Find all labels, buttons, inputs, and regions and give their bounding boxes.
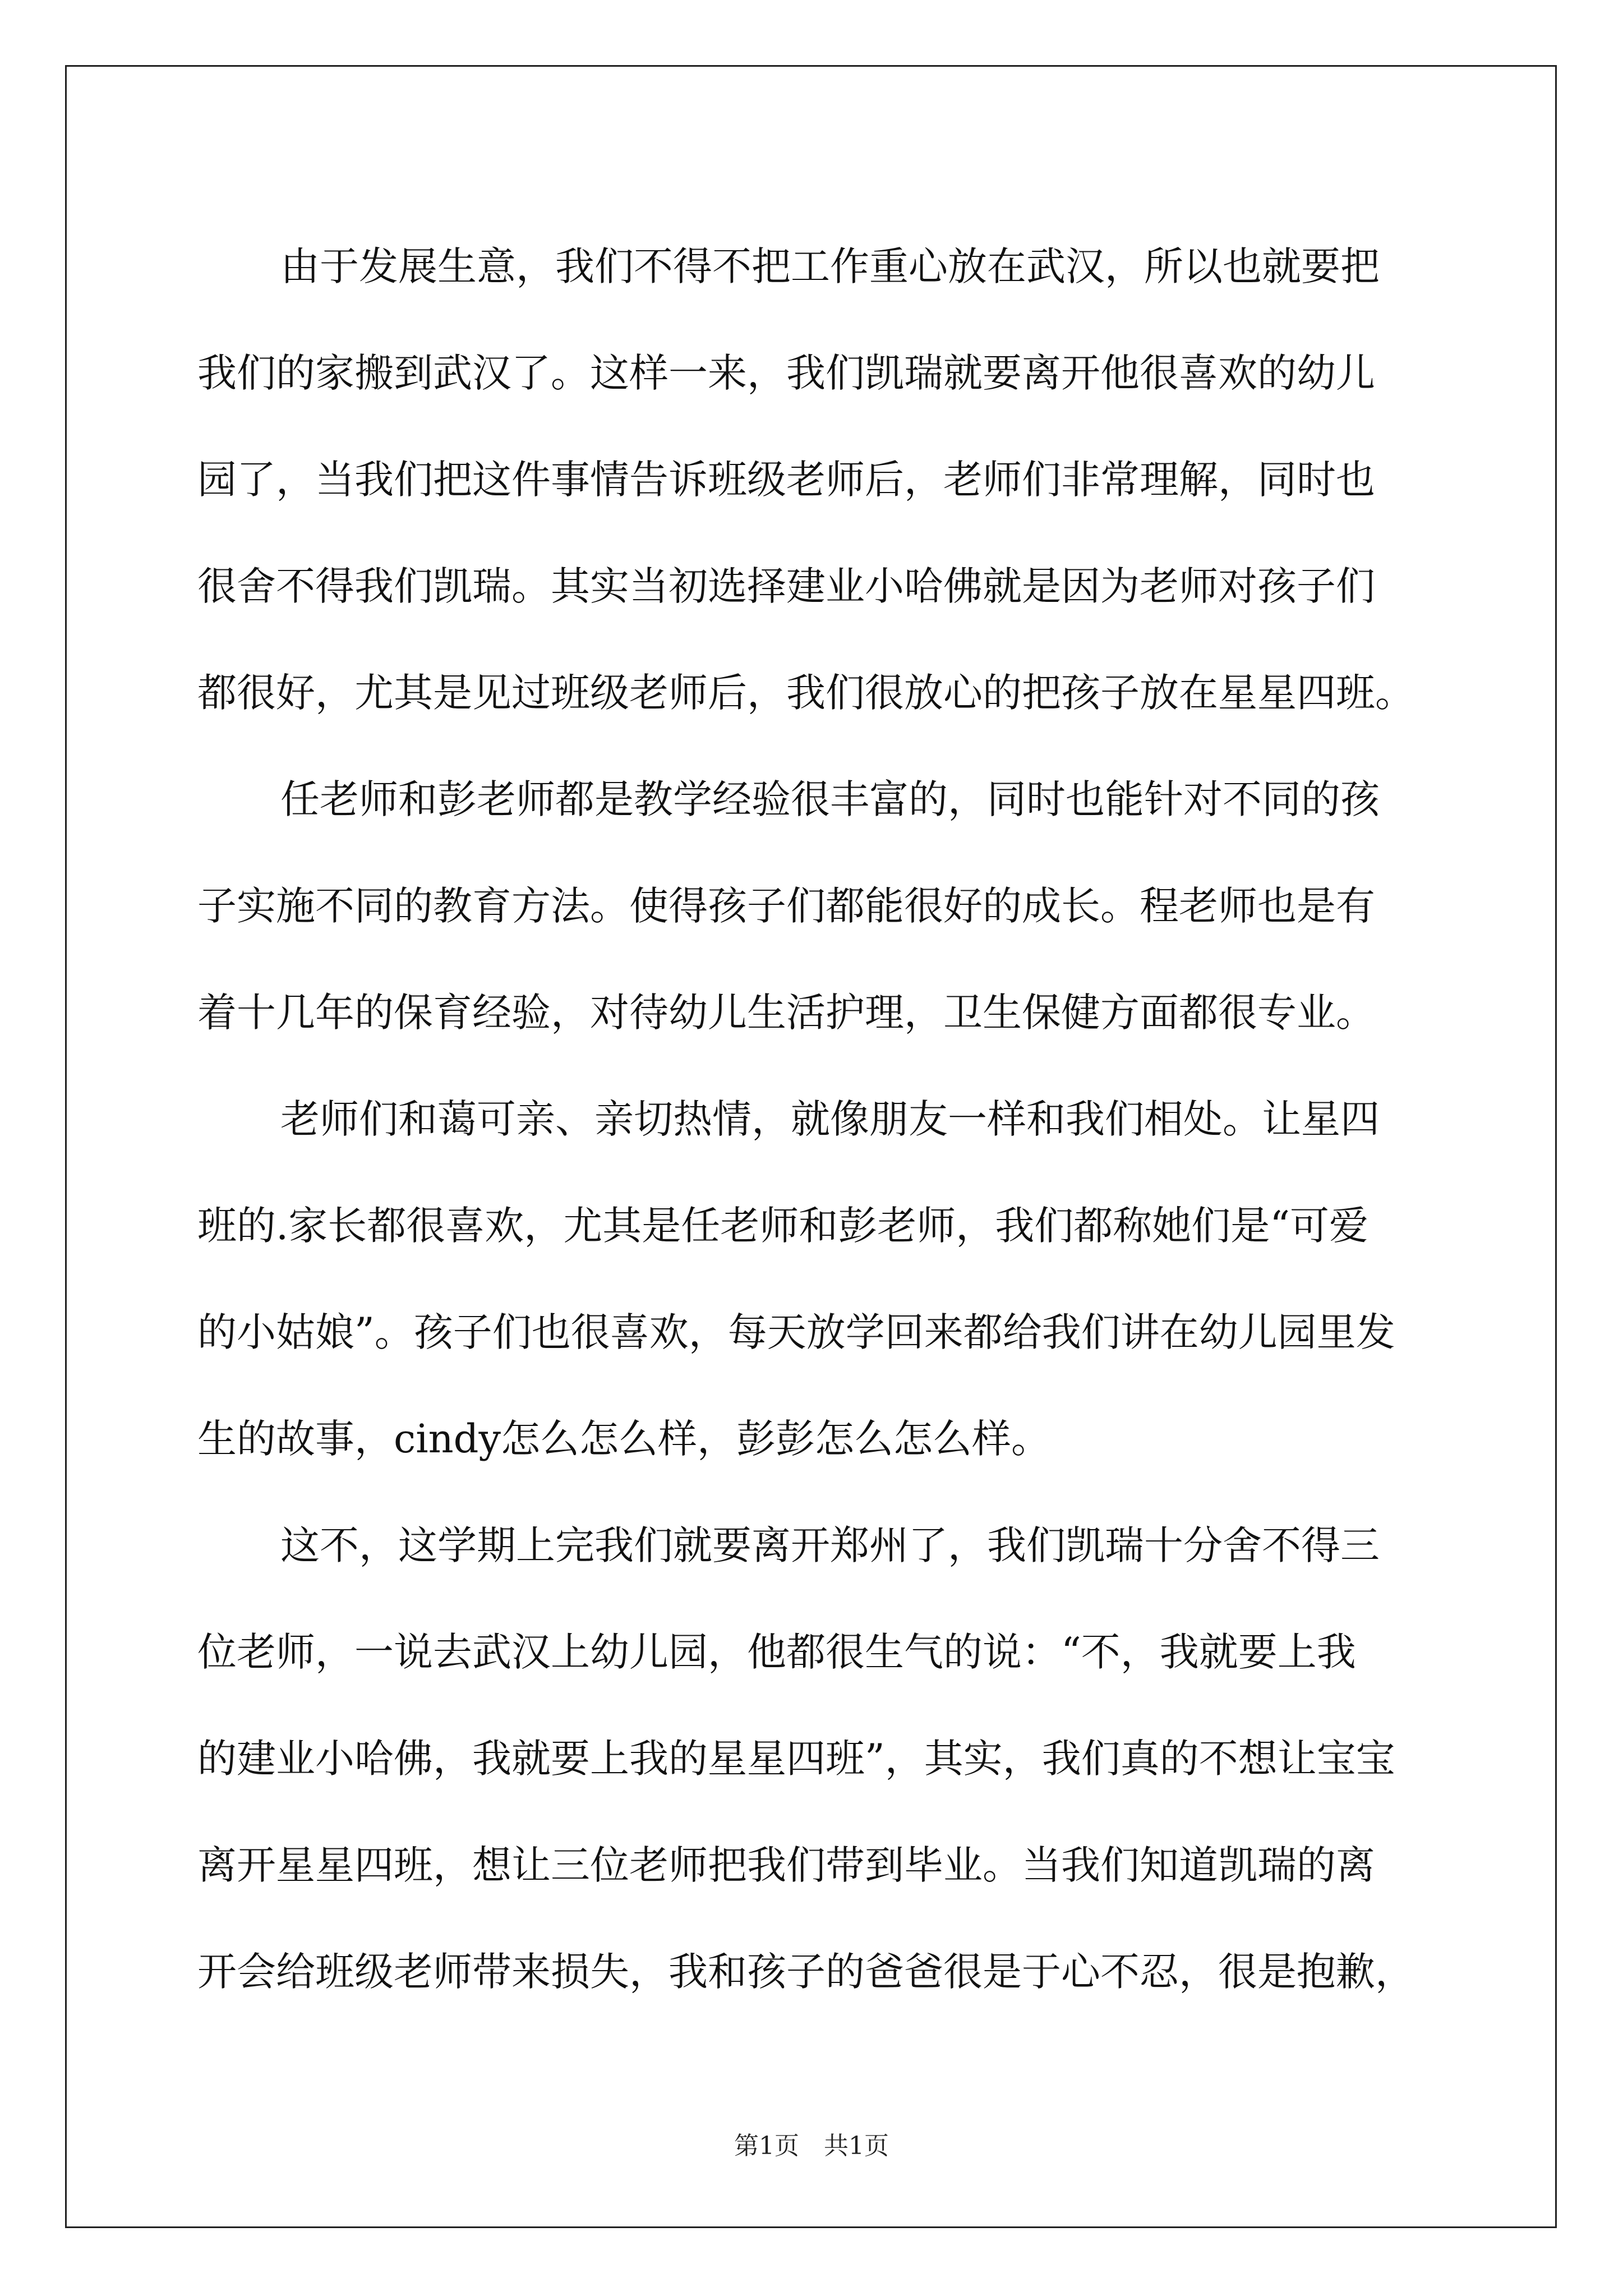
paragraph-3-line: 班的.家长都很喜欢，尤其是任老师和彭老师，我们都称她们是“可爱 bbox=[197, 1203, 1369, 1249]
paragraph-3-line: 老师们和蔼可亲、亲切热情，就像朋友一样和我们相处。让星四 bbox=[280, 1096, 1380, 1142]
paragraph-4-line: 位老师，一说去武汉上幼儿园，他都很生气的说：“不，我就要上我 bbox=[197, 1629, 1356, 1675]
paragraph-1-line: 我们的家搬到武汉了。这样一来，我们凯瑞就要离开他很喜欢的幼儿 bbox=[197, 350, 1375, 396]
paragraph-1-line: 都很好，尤其是见过班级老师后，我们很放心的把孩子放在星星四班。 bbox=[197, 670, 1414, 716]
paragraph-4-line: 的建业小哈佛，我就要上我的星星四班”，其实，我们真的不想让宝宝 bbox=[197, 1736, 1395, 1782]
paragraph-1-line: 园了，当我们把这件事情告诉班级老师后，老师们非常理解，同时也 bbox=[197, 457, 1375, 503]
paragraph-3-line: 的小姑娘”。孩子们也很喜欢，每天放学回来都给我们讲在幼儿园里发 bbox=[197, 1309, 1395, 1355]
paragraph-4-line: 这不，这学期上完我们就要离开郑州了，我们凯瑞十分舍不得三 bbox=[280, 1522, 1380, 1568]
paragraph-1-line: 很舍不得我们凯瑞。其实当初选择建业小哈佛就是因为老师对孩子们 bbox=[197, 563, 1375, 609]
paragraph-4-line: 开会给班级老师带来损失，我和孩子的爸爸很是于心不忍，很是抱歉， bbox=[197, 1949, 1414, 1995]
paragraph-4-line: 离开星星四班，想让三位老师把我们带到毕业。当我们知道凯瑞的离 bbox=[197, 1842, 1375, 1888]
paragraph-3-line: 生的故事，cindy怎么怎么样，彭彭怎么怎么样。 bbox=[197, 1416, 1051, 1462]
document-body bbox=[197, 213, 1431, 2025]
page-number: 第1页 共1页 bbox=[734, 2132, 889, 2160]
paragraph-2-line: 任老师和彭老师都是教学经验很丰富的，同时也能针对不同的孩 bbox=[280, 776, 1380, 822]
paragraph-1-line: 由于发展生意，我们不得不把工作重心放在武汉，所以也就要把 bbox=[280, 243, 1380, 289]
paragraph-2-line: 着十几年的保育经验，对待幼儿生活护理，卫生保健方面都很专业。 bbox=[197, 990, 1375, 1036]
paragraph-2-line: 子实施不同的教育方法。使得孩子们都能很好的成长。程老师也是有 bbox=[197, 883, 1375, 929]
